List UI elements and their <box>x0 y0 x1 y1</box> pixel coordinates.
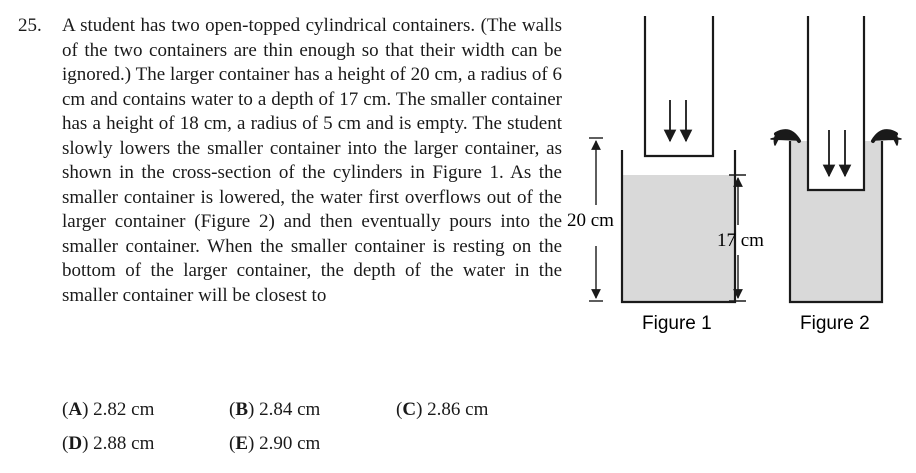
figure-1 <box>567 16 764 334</box>
question-number: 25. <box>18 15 42 36</box>
choice-letter: C <box>402 399 417 420</box>
figure-2 <box>771 16 901 334</box>
choice-value: 2.82 cm <box>93 399 155 420</box>
choice-e[interactable]: (E) 2.90 cm <box>229 433 321 454</box>
height-dimension <box>567 138 614 301</box>
choice-d[interactable]: (D) 2.88 cm <box>62 433 155 454</box>
choice-b[interactable]: (B) 2.84 cm <box>229 399 321 420</box>
choice-c[interactable]: (C) 2.86 cm <box>396 399 489 420</box>
figure-2-small-container <box>808 16 864 190</box>
choice-value: 2.86 cm <box>427 399 489 420</box>
choice-value: 2.84 cm <box>259 399 321 420</box>
water-depth-label: 17 cm <box>717 230 764 251</box>
cylinders-figure <box>560 0 916 350</box>
figure-1-small-container <box>645 16 713 156</box>
choice-letter: D <box>68 433 83 454</box>
container-height-label: 20 cm <box>567 210 614 231</box>
figure-2-caption: Figure 2 <box>800 313 870 334</box>
question-stem: A student has two open-topped cylindrical containers. (The walls of the two containers are thin enough so that their width can be ignored.) The larger container has a height of 20 cm, a radius of 6 cm and contains water to a depth of 17 cm. The smaller container has a height of 18 cm, a radius of 5 cm and is empty. The student slowly lowers the smaller container into the larger container, as shown in the cross-section of the cylinders in Figure 1. As the smaller container is lowered, the water first overflows out of the larger container (Figure 2) and then eventually pours into the smaller container. When the smaller container is resting on the bottom of the larger container, the depth of the water in the smaller container will be closest to <box>62 15 562 306</box>
choice-value: 2.90 cm <box>259 433 321 454</box>
choice-letter: B <box>235 399 249 420</box>
choice-letter: A <box>68 399 83 420</box>
choice-a[interactable]: (A) 2.82 cm <box>62 399 155 420</box>
figure-1-caption: Figure 1 <box>642 313 712 334</box>
choice-value: 2.88 cm <box>93 433 155 454</box>
choice-letter: E <box>235 433 249 454</box>
